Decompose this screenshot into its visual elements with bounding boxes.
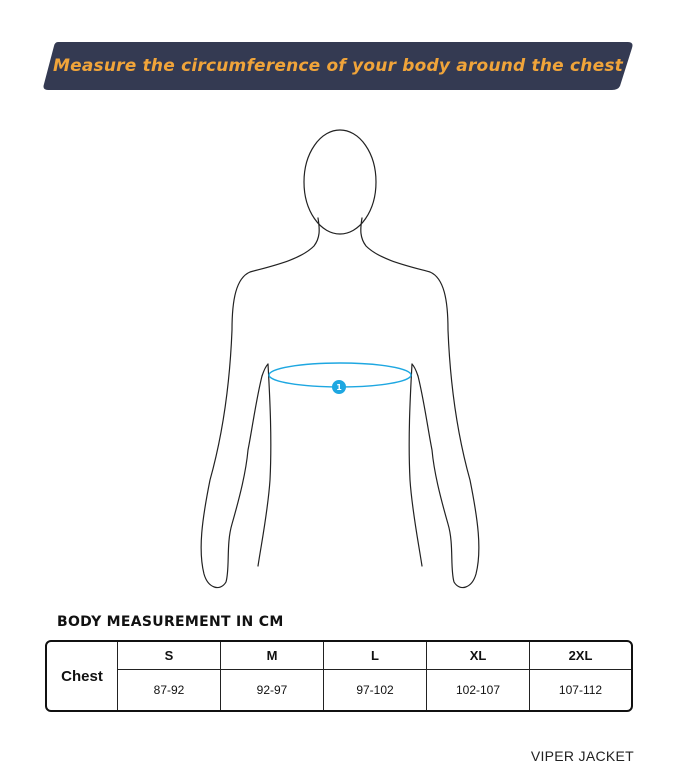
size-header: M <box>220 642 323 670</box>
chest-value: 102-107 <box>426 670 529 710</box>
size-header: 2XL <box>529 642 631 670</box>
size-header: S <box>117 642 220 670</box>
body-figure <box>0 100 679 600</box>
table-title: BODY MEASUREMENT IN CM <box>57 614 284 630</box>
brand-label: VIPER JACKET <box>530 748 634 764</box>
chest-value: 97-102 <box>323 670 426 710</box>
size-header: XL <box>426 642 529 670</box>
chest-value: 107-112 <box>529 670 631 710</box>
chest-value: 92-97 <box>220 670 323 710</box>
head-outline <box>304 130 376 234</box>
body-outline <box>0 100 679 600</box>
size-header: L <box>323 642 426 670</box>
size-table <box>45 640 633 712</box>
banner-text: Measure the circumference of your body around the chest <box>53 56 623 76</box>
marker-label: 1 <box>336 382 342 392</box>
row-label-chest: Chest <box>61 667 103 685</box>
instruction-banner <box>42 40 634 92</box>
chest-value: 87-92 <box>117 670 220 710</box>
